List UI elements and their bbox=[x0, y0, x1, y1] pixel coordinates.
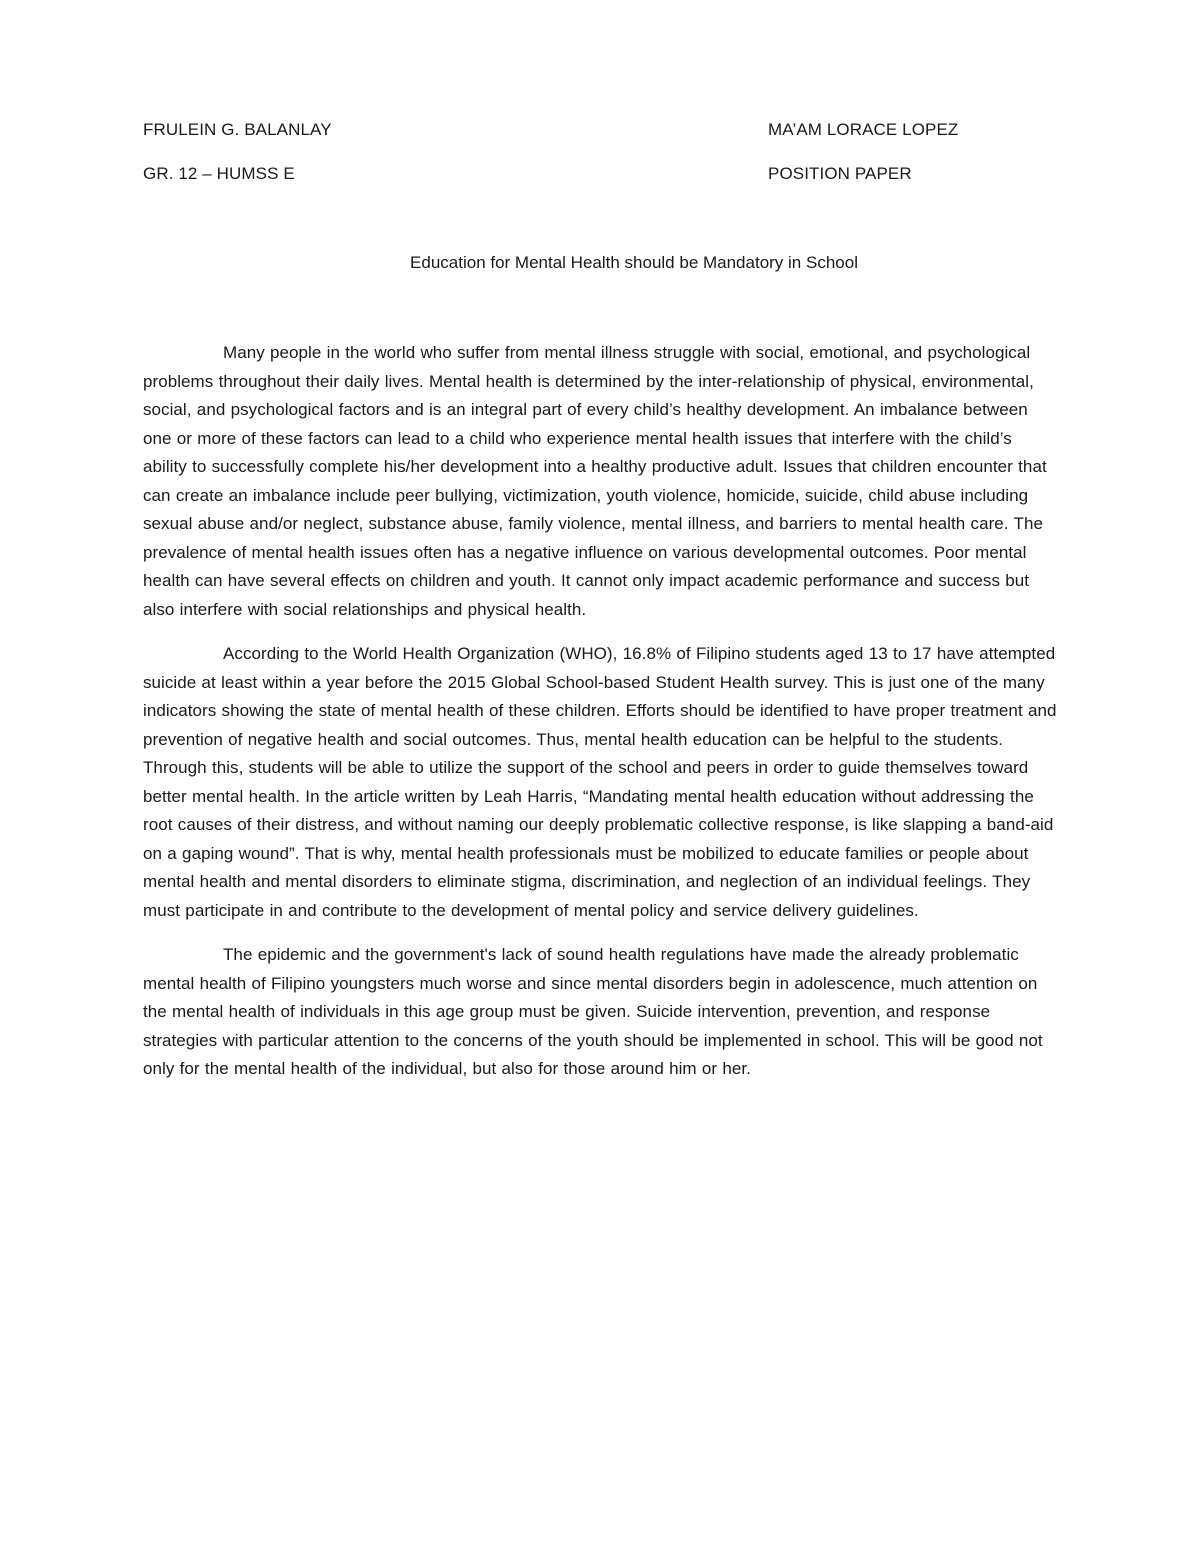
paper-title: Education for Mental Health should be Mandatory in School bbox=[410, 253, 858, 272]
grade-section: GR. 12 – HUMSS E bbox=[143, 164, 295, 183]
teacher-name: MA’AM LORACE LOPEZ bbox=[768, 120, 959, 139]
document-type: POSITION PAPER bbox=[768, 164, 912, 183]
paper-body bbox=[143, 339, 1059, 1100]
author-name: FRULEIN G. BALANLAY bbox=[143, 120, 332, 139]
body-paragraph-3: The epidemic and the government's lack of sound health regulations have made the already problematic mental health of Filipino youngsters much worse and since mental disorders begin in adolescence, much attention on the mental health of individuals in this age group must be given. Suicide intervention, prevention, and response strategies with particular attention to the concerns of the youth should be implemented in school. This will be good not only for the mental health of the individual, but also for those around him or her. bbox=[143, 945, 1043, 1078]
body-paragraph-2: According to the World Health Organization (WHO), 16.8% of Filipino students aged 13 to 17 have attempted suicide at least within a year before the 2015 Global School-based Student Health survey. This is just one of the many indicators showing the state of mental health of these children. Efforts should be identified to have proper treatment and prevention of negative health and social outcomes. Thus, mental health education can be helpful to the students. Through this, students will be able to utilize the support of the school and peers in order to guide themselves toward better mental health. In the article written by Leah Harris, “Mandating mental health education without addressing the root causes of their distress, and without naming our deeply problematic collective response, is like slapping a band-aid on a gaping wound”. That is why, mental health professionals must be mobilized to educate families or people about mental health and mental disorders to eliminate stigma, discrimination, and neglection of an individual feelings. They must participate in and contribute to the development of mental policy and service delivery guidelines. bbox=[143, 644, 1057, 920]
body-paragraph-1: Many people in the world who suffer from mental illness struggle with social, emotional, and psychological problems throughout their daily lives. Mental health is determined by the inter-relationship of physical, environmental, social, and psychological factors and is an integral part of every child’s healthy development. An imbalance between one or more of these factors can lead to a child who experience mental health issues that interfere with the child’s ability to successfully complete his/her development into a healthy productive adult. Issues that children encounter that can create an imbalance include peer bullying, victimization, youth violence, homicide, suicide, child abuse including sexual abuse and/or neglect, substance abuse, family violence, mental illness, and barriers to mental health care. The prevalence of mental health issues often has a negative influence on various developmental outcomes. Poor mental health can have several effects on children and youth. It cannot only impact academic performance and success but also interfere with social relationships and physical health. bbox=[143, 343, 1047, 619]
